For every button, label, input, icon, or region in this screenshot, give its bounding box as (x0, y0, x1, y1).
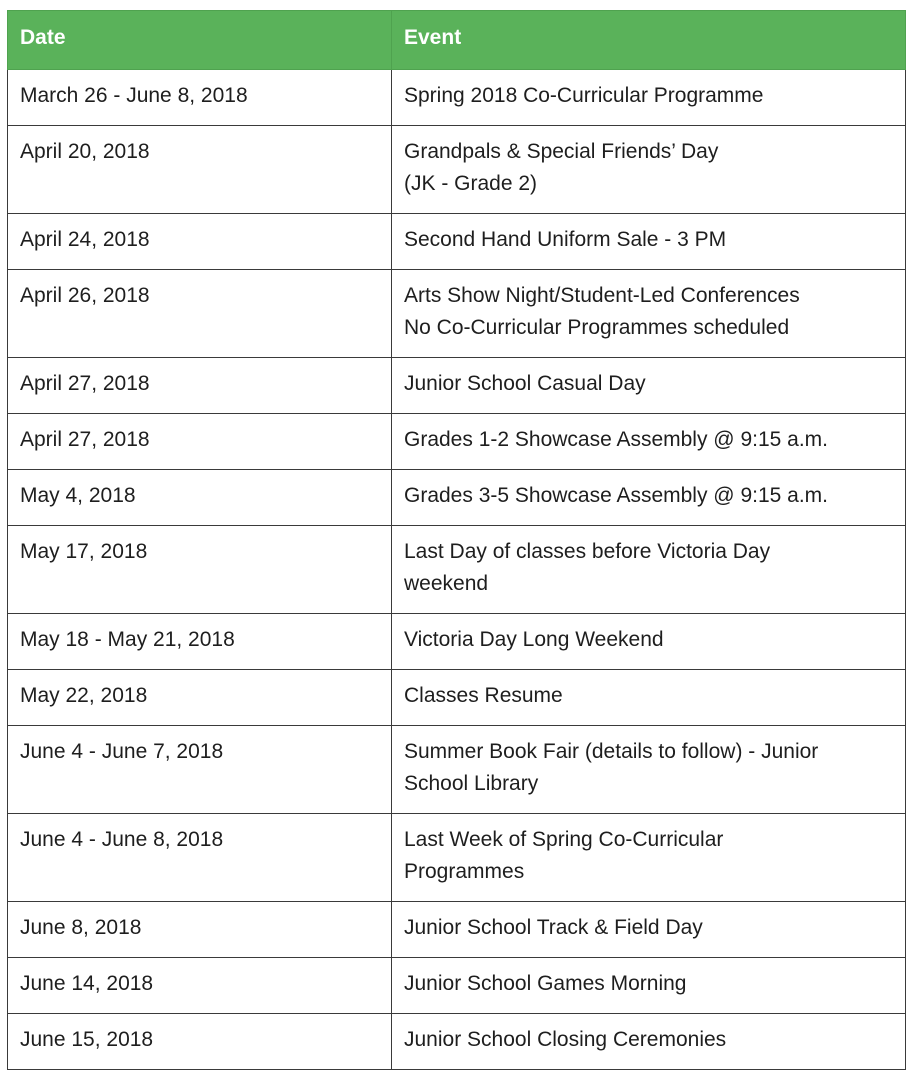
date-cell: June 4 - June 7, 2018 (8, 726, 392, 814)
table-row (8, 726, 906, 814)
event-text-line: Last Week of Spring Co-Curricular (404, 828, 724, 851)
event-text-line: Grandpals & Special Friends’ Day (404, 140, 719, 163)
event-text-line: No Co-Curricular Programmes scheduled (404, 316, 790, 339)
event-text-line: School Library (404, 772, 539, 795)
date-cell: June 14, 2018 (8, 958, 392, 1014)
header-row (8, 11, 906, 70)
event-cell (392, 126, 906, 214)
date-cell: April 27, 2018 (8, 358, 392, 414)
event-cell (392, 214, 906, 270)
column-header-date: Date (8, 11, 392, 70)
table-row (8, 670, 906, 726)
event-text-line: weekend (404, 572, 489, 595)
event-cell (392, 70, 906, 126)
date-cell: April 20, 2018 (8, 126, 392, 214)
event-cell (392, 526, 906, 614)
date-cell: June 4 - June 8, 2018 (8, 814, 392, 902)
date-cell: May 17, 2018 (8, 526, 392, 614)
event-text-line: Grades 3-5 Showcase Assembly @ 9:15 a.m. (404, 484, 829, 507)
column-header-event: Event (392, 11, 906, 70)
events-table (7, 10, 906, 1070)
event-text-line: Victoria Day Long Weekend (404, 628, 664, 651)
event-text-line: Classes Resume (404, 684, 563, 707)
date-cell: May 4, 2018 (8, 470, 392, 526)
table-row (8, 614, 906, 670)
table-header (8, 11, 906, 70)
event-text-line: Junior School Games Morning (404, 972, 687, 995)
table-row (8, 1014, 906, 1070)
table-row (8, 902, 906, 958)
event-text-line: Summer Book Fair (details to follow) - Junior (404, 740, 819, 763)
table-row (8, 526, 906, 614)
event-cell (392, 670, 906, 726)
events-table-container (7, 10, 905, 1070)
table-row (8, 214, 906, 270)
event-text-line: Grades 1-2 Showcase Assembly @ 9:15 a.m. (404, 428, 829, 451)
event-cell (392, 414, 906, 470)
event-text-line: Spring 2018 Co-Curricular Programme (404, 84, 764, 107)
event-cell (392, 958, 906, 1014)
event-text-line: Programmes (404, 860, 525, 883)
event-text-line: Junior School Casual Day (404, 372, 646, 395)
event-cell (392, 1014, 906, 1070)
event-cell (392, 814, 906, 902)
table-row (8, 270, 906, 358)
event-cell (392, 902, 906, 958)
event-text-line: Junior School Closing Ceremonies (404, 1028, 727, 1051)
event-text-line: Last Day of classes before Victoria Day (404, 540, 771, 563)
event-cell (392, 614, 906, 670)
event-text-line: Arts Show Night/Student-Led Conferences (404, 284, 800, 307)
event-cell (392, 358, 906, 414)
table-row (8, 358, 906, 414)
table-row (8, 126, 906, 214)
event-text-line: (JK - Grade 2) (404, 172, 538, 195)
date-cell: April 26, 2018 (8, 270, 392, 358)
date-cell: June 8, 2018 (8, 902, 392, 958)
date-cell: May 18 - May 21, 2018 (8, 614, 392, 670)
table-row (8, 70, 906, 126)
date-cell: May 22, 2018 (8, 670, 392, 726)
event-cell (392, 470, 906, 526)
event-text-line: Junior School Track & Field Day (404, 916, 703, 939)
date-cell: March 26 - June 8, 2018 (8, 70, 392, 126)
date-cell: April 27, 2018 (8, 414, 392, 470)
event-text-line: Second Hand Uniform Sale - 3 PM (404, 228, 727, 251)
table-body (8, 70, 906, 1070)
date-cell: April 24, 2018 (8, 214, 392, 270)
table-row (8, 958, 906, 1014)
table-row (8, 470, 906, 526)
table-row (8, 814, 906, 902)
event-cell (392, 270, 906, 358)
date-cell: June 15, 2018 (8, 1014, 392, 1070)
event-cell (392, 726, 906, 814)
table-row (8, 414, 906, 470)
